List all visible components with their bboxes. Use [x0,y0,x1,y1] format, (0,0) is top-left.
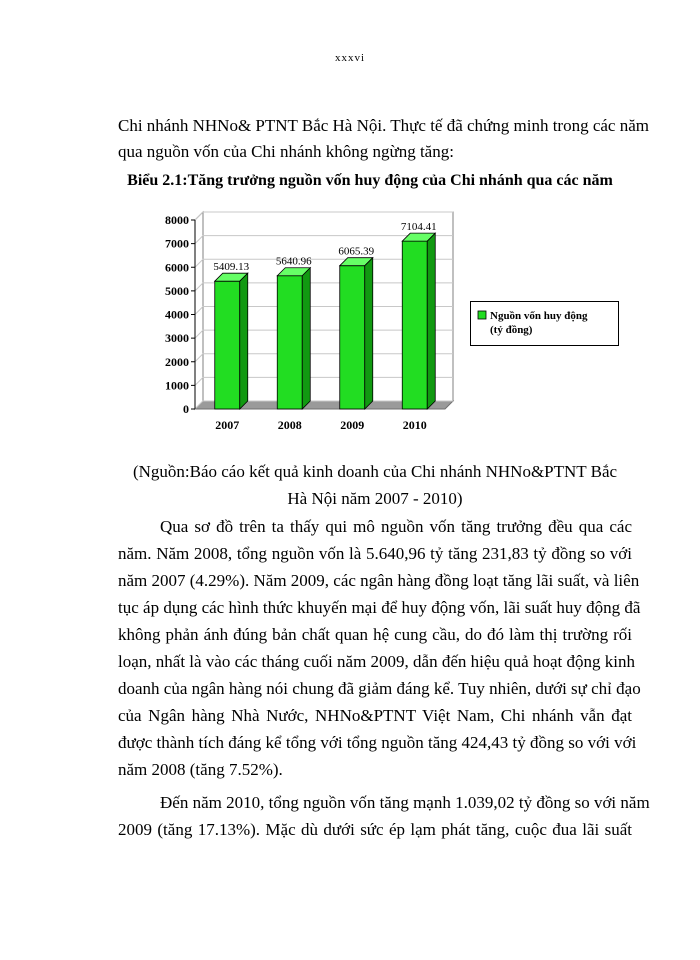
legend-label-line-2: (tỷ đồng) [490,324,533,336]
page-number: xxxvi [334,52,366,64]
bar-2009 [340,266,365,409]
y-tick-label: 6000 [165,260,189,275]
x-tick-label: 2008 [277,418,302,432]
legend-label-line-1: Nguồn vốn huy động [490,310,588,322]
bar-2008 [277,276,302,409]
x-tick-label: 2009 [340,418,365,432]
chart-legend [470,301,620,347]
y-tick-label: 3000 [165,331,189,346]
body-line-9: được thành tích đáng kể tổng với tổng nguồn tăng 424,43 tỷ đồng so với với [118,733,637,752]
body-line-1: Qua sơ đồ trên ta thấy qui mô nguồn vốn tăng trưởng đều qua các [160,517,632,536]
body-line-7: doanh của ngân hàng nói chung đã giảm đáng kể. Tuy nhiên, dưới sự chỉ đạo [118,679,641,698]
y-tick-label: 1000 [165,378,189,393]
y-tick-label: 4000 [165,307,189,322]
y-tick-label: 0 [183,402,189,416]
body-line-3: năm 2007 (4.29%). Năm 2009, các ngân hàng đồng loạt tăng lãi suất, và liên [118,571,640,590]
x-tick-label: 2007 [215,418,240,432]
bar-chart [140,205,460,437]
body-line-2: năm. Năm 2008, tổng nguồn vốn là 5.640,96 tỷ tăng 231,83 tỷ đồng so với [118,544,632,563]
body-line-5: không phản ánh đúng bản chất quan hệ cung cầu, do đó làm thị trường rối [118,625,632,644]
body2-line-1: Đến năm 2010, tổng nguồn vốn tăng mạnh 1.039,02 tỷ đồng so với năm [160,793,650,812]
value-label-2009: 6065.39 [338,245,375,258]
bar-2010 [402,241,427,409]
bar-side-2010 [427,233,435,409]
body-line-6: loạn, nhất là vào các tháng cuối năm 2009, dẫn đến hiệu quả hoạt động kinh [118,652,635,671]
chart-caption: Biểu 2.1:Tăng trưởng nguồn vốn huy động của Chi nhánh qua các năm [127,172,613,189]
value-label-2010: 7104.41 [400,221,437,234]
intro-line-1: Chi nhánh NHNo& PTNT Bắc Hà Nội. Thực tế đã chứng minh trong các năm [118,116,650,135]
value-label-2008: 5640.96 [275,255,312,268]
y-tick-label: 8000 [165,213,189,227]
y-tick-label: 5000 [165,283,189,298]
x-tick-label: 2010 [402,418,427,432]
legend-swatch [478,311,486,319]
bar-side-2007 [240,273,248,409]
value-label-2007: 5409.13 [213,261,250,274]
source-line-2: Hà Nội năm 2007 - 2010) [287,489,463,508]
y-tick-label: 7000 [165,236,189,251]
body-line-4: tục áp dụng các hình thức khuyến mại để huy động vốn, lãi suất huy động đã [118,598,641,617]
body2-line-2: 2009 (tăng 17.13%). Mặc dù dưới sức ép lạm phát tăng, cuộc đua lãi suất [118,820,632,839]
body-line-8: của Ngân hàng Nhà Nước, NHNo&PTNT Việt Nam, Chi nhánh vẫn đạt [118,706,632,725]
bar-2007 [215,281,240,409]
source-line-1: (Nguồn:Báo cáo kết quả kinh doanh của Chi nhánh NHNo&PTNT Bắc [132,462,618,481]
y-tick-label: 2000 [165,354,189,369]
intro-line-2: qua nguồn vốn của Chi nhánh không ngừng tăng: [118,142,454,161]
bar-side-2009 [365,258,373,409]
body-line-10: năm 2008 (tăng 7.52%). [118,760,283,779]
bar-side-2008 [302,268,310,409]
